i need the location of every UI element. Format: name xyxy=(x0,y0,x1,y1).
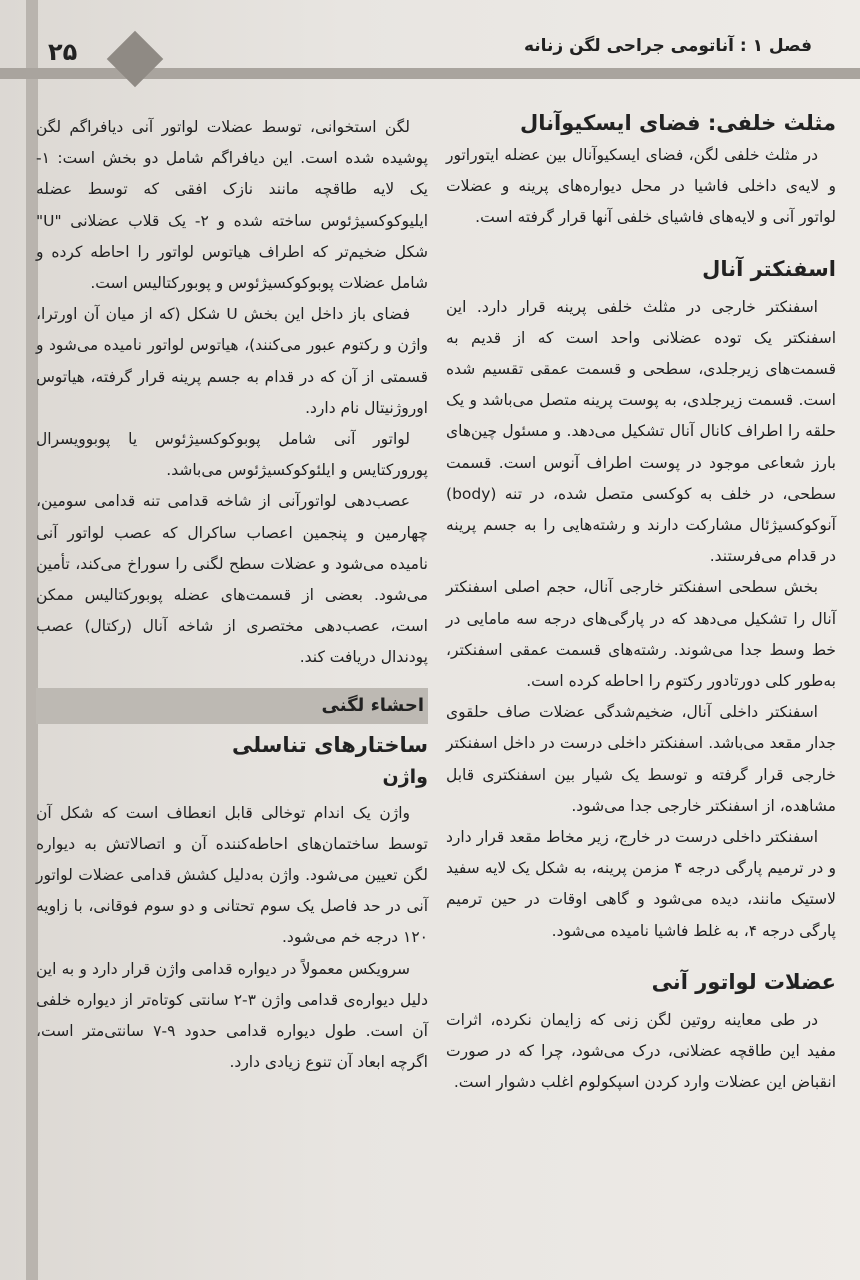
paragraph: در طی معاینه روتین لگن زنی که زایمان نکرده، اثرات مفید این طاقچه عضلانی، درک می‌شود، چرا که در صورت انقباض این عضلات وارد کردن اسپکولوم اغلب دشوار است. xyxy=(446,1010,836,1092)
subsection-heading: واژن xyxy=(382,765,428,788)
left-column xyxy=(36,112,428,1078)
running-title: فصل ۱ : آناتومی جراحی لگن زنانه xyxy=(523,36,812,56)
paragraph: بخش سطحی اسفنکتر خارجی آنال، حجم اصلی اسفنکتر آنال را تشکیل می‌دهد که در پارگی‌های درجه سه مامایی در خط وسط جدا می‌شوند. رشته‌های قسمت عمقی اسفنکتر، به‌طور کلی دورتادور رکتوم را احاطه کرده است. xyxy=(446,578,836,691)
paragraph: فضای باز داخل این بخش U شکل (که از میان آن اورترا، واژن و رکتوم عبور می‌کنند)، هیاتوس لواتور نامیده می‌شود و قسمتی از آن که در قدام به جسم پرینه قرار گرفته، هیاتوس اوروژنیتال نام دارد. xyxy=(36,305,428,417)
paragraph: عصب‌دهی لواتورآنی از شاخه قدامی تنه قدامی سومین، چهارمین و پنجمین اعصاب ساکرال که عصب لواتور آنی نامیده می‌شود و عضلات سطح لگنی را سوراخ می‌کند، تأمین می‌شود. بعضی از قسمت‌های عضله پوبورکتالیس ممکن است، عصب‌دهی مختصری از شاخه آنال (رکتال) عصب پودندال دریافت کند. xyxy=(36,492,428,667)
right-column xyxy=(446,106,836,1098)
page-number: ۲۵ xyxy=(48,38,78,66)
paragraph: در مثلث خلفی لگن، فضای ایسکیوآنال بین عضله ایتوراتور و لایه‌ی داخلی فاشیا در محل دیواره‌های پرینه و عضلات لواتور آنی و لایه‌های فاشیای خلفی آنها قرار گرفته است. xyxy=(446,146,836,227)
paragraph: اسفنکتر داخلی درست در خارج، زیر مخاط مقعد قرار دارد و در ترمیم پارگی درجه ۴ مزمن پرینه، به شکل یک لایه سفید لاستیک مانند، دیده می‌شود و گاهی اوقات در حین ترمیم پارگی درجه ۴، به غلط فاشیا نامیده می‌شود. xyxy=(446,828,836,940)
paragraph: لواتور آنی شامل پوبوکوکسیژئوس یا پوبوویسرال پورورکتایس و ایلئوکوکسیژئوس می‌باشد. xyxy=(36,430,428,480)
section-bar-pelvic-viscera: احشاء لگنی xyxy=(36,688,428,724)
section-heading: عضلات لواتور آنی xyxy=(651,969,836,994)
paragraph: اسفنکتر خارجی در مثلث خلفی پرینه قرار دارد. این اسفنکتر یک توده عضلانی واحد است که از قدیم به قسمت‌های زیرجلدی، سطحی و قسمت عمقی تقسیم شده است. قسمت زیرجلدی، به پوست پرینه متصل می‌باشد و یک حلقه را اطراف کانال آنال تشکیل می‌دهد. و مسئول چین‌های بارز شعاعی موجود در پوست اطراف آنوس است. قسمت سطحی، در خلف به کوکسی متصل شده، در تنه (body) آنوکوکسیژئال مشارکت دارند و رشته‌هایی را به جسم پرینه در قدام می‌فرستند. xyxy=(446,297,836,566)
paragraph: اسفنکتر داخلی آنال، ضخیم‌شدگی عضلات صاف حلقوی جدار مقعد می‌باشد. اسفنکتر داخلی درست در داخل اسفنکتر خارجی قرار گرفته و توسط یک شیار بین اسفنکتری قابل مشاهده، از اسفنکتر خارجی جدا می‌شود. xyxy=(446,703,836,815)
paragraph: لگن استخوانی، توسط عضلات لواتور آنی دیافراگم لگن پوشیده شده است. این دیافراگم شامل دو بخش است: ۱- یک لایه طاقچه مانند نازک افقی که توسط عضله ایلیوکوکسیژئوس ساخته شده و ۲- یک قلاب عضلانی "U" شکل ضخیم‌تر که اطراف هیاتوس لواتور را احاطه کرده و شامل عضلات پوبوکوکسیژئوس و پوبورکتالیس است. xyxy=(36,118,428,293)
section-heading: اسفنکتر آنال xyxy=(702,256,836,281)
paragraph: سرویکس معمولاً در دیواره قدامی واژن قرار دارد و به این دلیل دیواره‌ی قدامی واژن ۳-۲ سانتی کوتاه‌تر از دیواره خلفی آن است. طول دیواره قدامی حدود ۹-۷ سانتی‌متر است، اگرچه ابعاد آن تنوع زیادی دارد. xyxy=(36,959,429,1072)
section-heading: ساختارهای تناسلی xyxy=(231,732,428,757)
section-heading: مثلث خلفی: فضای ایسکیوآنال xyxy=(520,111,836,135)
paragraph: واژن یک اندام توخالی قابل انعطاف است که شکل آن توسط ساختمان‌های احاطه‌کننده آن و اتصالاتش به دیواره لگن تعیین می‌شود. واژن به‌دلیل کشش قدامی عضلات لواتور آنی در حد فاصل یک سوم تحتانی و دو سوم فوقانی، با زاویه ۱۲۰ درجه خم می‌شود. xyxy=(36,803,428,947)
